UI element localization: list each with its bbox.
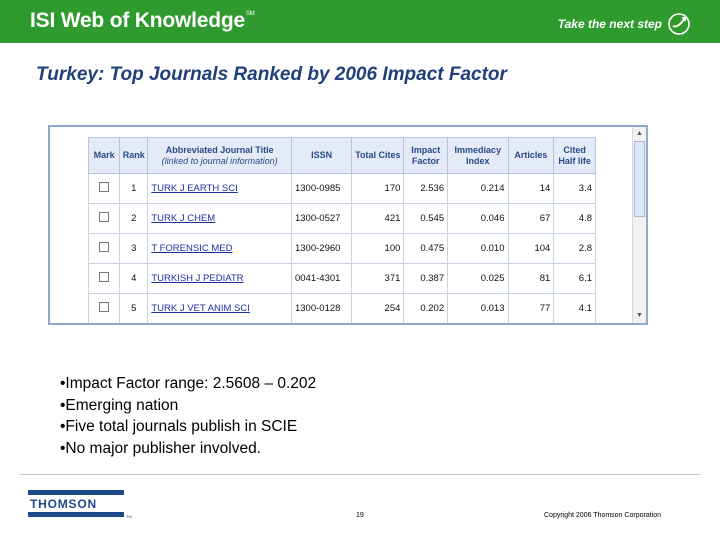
mark-cell [89,204,120,234]
scroll-down-arrow-icon[interactable]: ▼ [636,312,643,319]
immediacy-cell: 0.010 [448,234,508,264]
journal-table-screenshot [48,125,648,325]
articles-cell: 77 [508,294,554,324]
table-row [89,294,596,324]
title-cell [148,204,292,234]
header-half-life[interactable]: Cited Half life [554,138,596,174]
journal-ranking-table [88,137,596,324]
mark-cell [89,264,120,294]
title-cell [148,294,292,324]
header-issn[interactable]: ISSN [291,138,351,174]
mark-checkbox[interactable] [99,242,109,252]
thomson-logo-text: THOMSON [30,497,97,511]
slide-title: Turkey: Top Journals Ranked by 2006 Impact Factor [36,64,507,85]
issn-cell: 1300-0128 [291,294,351,324]
half-life-cell: 2.8 [554,234,596,264]
journal-title-link[interactable]: TURK J CHEM [151,213,216,224]
bullet-item: •Impact Factor range: 2.5608 – 0.202 [60,375,317,392]
mark-cell [89,234,120,264]
table-header-row [89,138,596,174]
rank-cell: 5 [120,294,148,324]
title-cell [148,264,292,294]
swoosh-icon [668,13,690,35]
issn-cell: 1300-0985 [291,174,351,204]
thomson-logo-bar-top [28,490,124,495]
header-immediacy-index[interactable]: Immediacy Index [448,138,508,174]
table-row [89,174,596,204]
header-title-sub: (linked to journal information) [161,155,278,166]
total-cites-cell: 254 [352,294,404,324]
brand-service-mark: SM [245,11,255,17]
issn-cell: 0041-4301 [291,264,351,294]
title-cell [148,234,292,264]
mark-cell [89,294,120,324]
mark-checkbox[interactable] [99,302,109,312]
journal-title-link[interactable]: TURKISH J PEDIATR [151,273,244,284]
articles-cell: 67 [508,204,554,234]
vertical-scrollbar[interactable] [632,127,646,323]
articles-cell: 104 [508,234,554,264]
table-row [89,204,596,234]
thomson-trademark: TM [126,514,132,519]
title-cell [148,174,292,204]
impact-factor-cell: 0.475 [404,234,448,264]
immediacy-cell: 0.214 [448,174,508,204]
half-life-cell: 3.4 [554,174,596,204]
impact-factor-cell: 2.536 [404,174,448,204]
bullet-item: •No major publisher involved. [60,439,261,457]
mark-checkbox[interactable] [99,182,109,192]
immediacy-cell: 0.013 [448,294,508,324]
bullet-item: •Five total journals publish in SCIE [60,418,298,435]
scroll-thumb[interactable] [634,141,645,217]
footer-divider [20,474,700,475]
header-articles[interactable]: Articles [508,138,554,174]
bullet-item: •Emerging nation [60,396,179,414]
issn-cell: 1300-0527 [291,204,351,234]
thomson-logo-bar-bottom [28,512,124,517]
impact-factor-cell: 0.387 [404,264,448,294]
immediacy-cell: 0.025 [448,264,508,294]
half-life-cell: 6.1 [554,264,596,294]
header-title[interactable] [148,138,292,174]
total-cites-cell: 100 [352,234,404,264]
copyright-notice: Copyright 2006 Thomson Corporation [544,512,661,519]
rank-cell: 1 [120,174,148,204]
half-life-cell: 4.8 [554,204,596,234]
mark-checkbox[interactable] [99,212,109,222]
total-cites-cell: 421 [352,204,404,234]
table-row [89,264,596,294]
half-life-cell: 4.1 [554,294,596,324]
header-band [0,0,720,43]
rank-cell: 4 [120,264,148,294]
articles-cell: 81 [508,264,554,294]
journal-title-link[interactable]: TURK J VET ANIM SCI [151,303,250,314]
rank-cell: 2 [120,204,148,234]
mark-checkbox[interactable] [99,272,109,282]
tagline: Take the next step [557,17,662,31]
total-cites-cell: 170 [352,174,404,204]
issn-cell: 1300-2960 [291,234,351,264]
total-cites-cell: 371 [352,264,404,294]
journal-title-link[interactable]: T FORENSIC MED [151,243,233,254]
table-row [89,234,596,264]
brand-text: ISI Web of Knowledge [30,9,245,32]
brand-logo [30,9,255,33]
rank-cell: 3 [120,234,148,264]
header-title-main: Abbreviated Journal Title [165,144,274,155]
bullet-list [60,373,316,459]
header-total-cites[interactable]: Total Cites [352,138,404,174]
immediacy-cell: 0.046 [448,204,508,234]
scroll-up-arrow-icon[interactable]: ▲ [636,130,643,137]
impact-factor-cell: 0.545 [404,204,448,234]
journal-title-link[interactable]: TURK J EARTH SCI [151,183,238,194]
impact-factor-cell: 0.202 [404,294,448,324]
mark-cell [89,174,120,204]
header-mark: Mark [89,138,120,174]
page-number: 19 [356,512,364,519]
header-rank: Rank [120,138,148,174]
articles-cell: 14 [508,174,554,204]
header-impact-factor[interactable]: Impact Factor [404,138,448,174]
